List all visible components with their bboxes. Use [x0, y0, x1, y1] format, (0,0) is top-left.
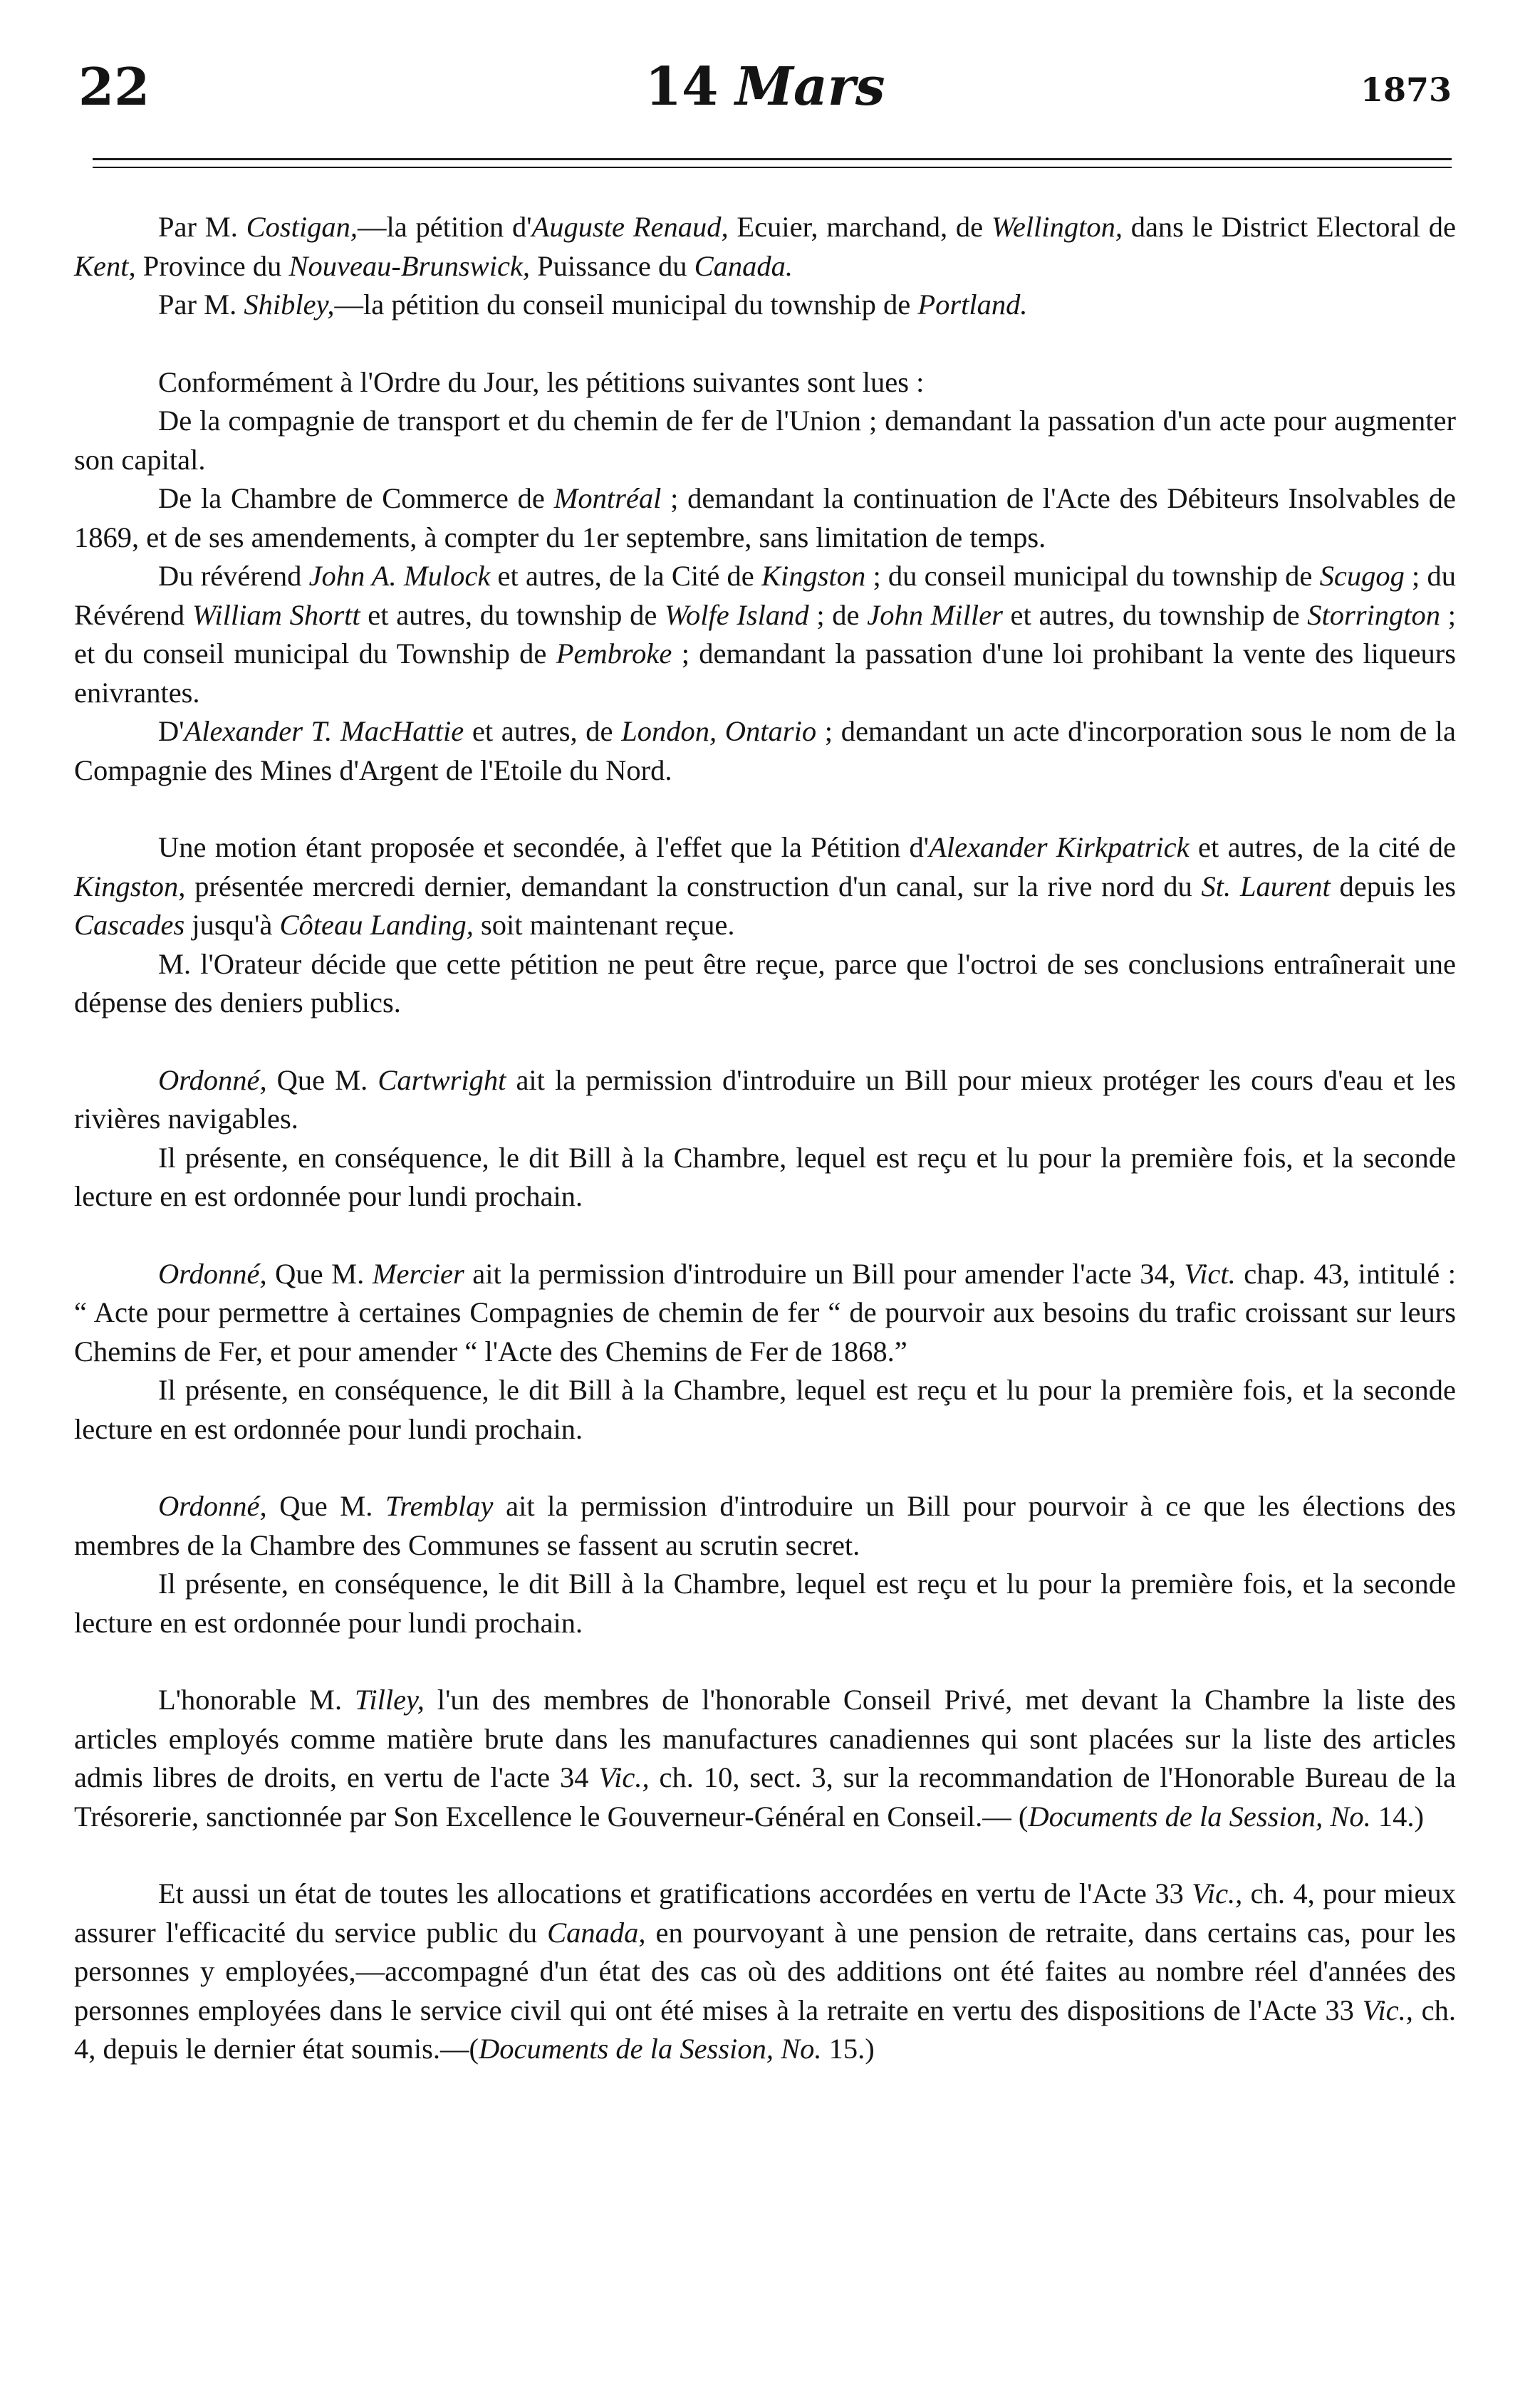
text-run: Que M. [266, 1257, 373, 1290]
italic-run: Ordonné, [158, 1063, 267, 1096]
italic-run: Ordonné, [158, 1257, 267, 1290]
text-run: soit maintenant reçue. [473, 909, 735, 941]
italic-run: London, Ontario [621, 715, 817, 747]
text-run: présentée mercredi dernier, demandant la construction d'un canal, sur la rive nord du [185, 870, 1202, 902]
text-run: et autres, de [464, 715, 622, 747]
italic-run: St. Laurent [1201, 870, 1331, 902]
text-run: ch. 4, pour mieux assurer l'efficacité du service public du [74, 1877, 1456, 1949]
running-header [78, 51, 1452, 123]
paragraph [74, 1371, 1456, 1449]
italic-run: Alexander T. MacHattie [184, 715, 464, 747]
text-run: et autres, du township de [360, 598, 665, 631]
date-day: 14 [645, 56, 719, 118]
paragraph [74, 402, 1456, 479]
journal-text [74, 208, 1456, 2069]
paragraph [74, 1255, 1456, 1372]
text-run: ch. 10, sect. 3, sur la recommandation de l'Honorable Bureau de la Trésorerie, sanctionnée par Son Excellence le Gouverneur-Général en Conseil.— ( [74, 1761, 1457, 1833]
paragraph [74, 557, 1456, 712]
text-run: M. l'Orateur décide que cette pétition ne peut être reçue, parce que l'octroi de ses conclusions entraînerait une dépense des deniers publics. [74, 947, 1456, 1018]
text-run: Par M. [158, 211, 246, 243]
text-run: —la pétition d' [358, 211, 532, 243]
text-run: ch. 4, depuis le dernier état soumis.—( [74, 1993, 1457, 2065]
italic-run: Documents de la Session, No. [1028, 1800, 1371, 1833]
text-run: ; demandant la passation d'une loi prohibant la vente des liqueurs enivrantes. [74, 637, 1457, 709]
italic-run: Montréal [553, 482, 662, 514]
text-run: Une motion étant proposée et secondée, à l'effet que la Pétition d' [158, 831, 930, 863]
header-double-rule [93, 158, 1452, 168]
italic-run: Mercier [372, 1257, 464, 1290]
text-run: ; demandant la continuation de l'Acte des Débiteurs Insolvables de 1869, et de ses amendements, à compter du 1er septembre, sans limitation de temps. [74, 482, 1456, 553]
italic-run: Cartwright [378, 1063, 506, 1096]
text-run: Conformément à l'Ordre du Jour, les pétitions suivantes sont lues : [158, 365, 925, 398]
italic-run: Shibley, [244, 288, 335, 320]
text-run: ait la permission d'introduire un Bill pour amender l'acte 34, [464, 1257, 1185, 1290]
text-run: —la pétition du conseil municipal du township de [334, 288, 918, 320]
italic-run: Vict. [1184, 1257, 1236, 1290]
paragraph [74, 1565, 1456, 1642]
paragraph [74, 828, 1456, 945]
text-run: ait la permission d'introduire un Bill pour pourvoir à ce que les élections des membres de la Chambre des Communes se fassent au scrutin secret. [74, 1490, 1456, 1561]
year: 1873 [1360, 71, 1452, 109]
paragraph [74, 1681, 1456, 1836]
text-run: Puissance du [530, 249, 694, 282]
italic-run: Kent, [74, 249, 136, 282]
text-run: ; du Révérend [74, 560, 1456, 631]
text-run: ; du conseil municipal du township de [865, 560, 1320, 592]
text-run: ; de [808, 598, 868, 631]
paragraph [74, 945, 1456, 1023]
text-run: De la Chambre de Commerce de [158, 482, 554, 514]
text-run: D' [158, 715, 184, 747]
text-run: depuis les [1330, 870, 1456, 902]
text-run: et autres, de la cité de [1189, 831, 1456, 863]
italic-run: Alexander Kirkpatrick [929, 831, 1190, 863]
text-run: ait la permission d'introduire un Bill pour mieux protéger les cours d'eau et les rivières navigables. [74, 1063, 1456, 1135]
text-run: chap. 43, intitulé : “ Acte pour permettre à certaines Compagnies de chemin de fer “ de pourvoir aux besoins du trafic croissant sur leurs Chemins de Fer, et pour amender “ l'Acte des Chemins de Fer de 1868.” [74, 1257, 1456, 1367]
paragraph [74, 208, 1456, 286]
text-run: l'un des membres de l'honorable Conseil Privé, met devant la Chambre la liste des articles employés comme matière brute dans les manufactures canadiennes qui sont placées sur la liste des articles admis libres de droits, en vertu de l'acte 34 [74, 1684, 1456, 1793]
italic-run: Vic., [1192, 1877, 1243, 1909]
text-run: Par M. [158, 288, 244, 320]
italic-run: Tremblay [385, 1490, 494, 1522]
italic-run: Costigan, [246, 211, 358, 243]
italic-run: Auguste Renaud, [531, 211, 729, 243]
italic-run: John A. Mulock [308, 560, 491, 592]
italic-run: Vic., [598, 1761, 650, 1793]
italic-run: Wellington, [991, 211, 1123, 243]
text-run: jusqu'à [184, 909, 280, 941]
paragraph [74, 1139, 1456, 1216]
text-run: 14.) [1370, 1800, 1425, 1833]
text-run: Et aussi un état de toutes les allocations et gratifications accordées en vertu de l'Acte 33 [158, 1877, 1192, 1909]
text-run: et autres, du township de [1002, 598, 1308, 631]
paragraph [74, 1487, 1456, 1565]
text-run: Ecuier, marchand, de [728, 211, 992, 243]
text-run: Que M. [266, 1063, 378, 1096]
italic-run: Vic., [1362, 1993, 1413, 2026]
italic-run: Cascades [74, 909, 185, 941]
text-run: ; demandant un acte d'incorporation sous le nom de la Compagnie des Mines d'Argent de l'Etoile du Nord. [74, 715, 1456, 786]
italic-run: Wolfe Island [665, 598, 809, 631]
text-run: Du révérend [158, 560, 309, 592]
text-run: Que M. [266, 1490, 386, 1522]
paragraph [74, 1875, 1456, 2069]
paragraph [74, 479, 1456, 557]
italic-run: Canada, [547, 1916, 646, 1949]
paragraph [74, 1061, 1456, 1139]
page-date-heading [78, 51, 1452, 123]
paragraph [74, 286, 1456, 325]
text-run: ; et du conseil municipal du Township de [74, 598, 1456, 669]
text-run: L'honorable M. [158, 1684, 355, 1716]
page-number: 22 [78, 56, 150, 117]
italic-run: Pembroke [556, 637, 672, 669]
text-run: De la compagnie de transport et du chemin de fer de l'Union ; demandant la passation d'un acte pour augmenter son capital. [74, 405, 1456, 476]
italic-run: Côteau Landing, [279, 909, 474, 941]
paragraph [74, 712, 1456, 790]
italic-run: Canada. [694, 249, 793, 282]
paragraph [74, 363, 1456, 402]
italic-run: Tilley, [355, 1684, 425, 1716]
italic-run: William Shortt [192, 598, 360, 631]
italic-run: Kingston [761, 560, 866, 592]
text-run: Il présente, en conséquence, le dit Bill à la Chambre, lequel est reçu et lu pour la première fois, et la seconde lecture en est ordonnée pour lundi prochain. [74, 1141, 1456, 1212]
text-run: et autres, de la Cité de [490, 560, 761, 592]
italic-run: John Miller [867, 598, 1003, 631]
italic-run: Nouveau-Brunswick, [288, 249, 531, 282]
text-run: dans le District Electoral de [1122, 211, 1457, 243]
date-month: Mars [735, 56, 885, 118]
italic-run: Scugog [1319, 560, 1405, 592]
text-run: en pourvoyant à une pension de retraite, dans certains cas, pour les personnes y employées,—accompagné d'un état des cas où des additions ont été faites au nombre réel d'années des personnes employées dans le service civil qui ont été mises à la retraite en vertu des dispositions de l'Acte 33 [74, 1916, 1456, 2026]
italic-run: Documents de la Session, No. [479, 2033, 822, 2065]
italic-run: Portland. [917, 288, 1028, 320]
text-run: 15.) [821, 2033, 875, 2065]
text-run: Il présente, en conséquence, le dit Bill à la Chambre, lequel est reçu et lu pour la première fois, et la seconde lecture en est ordonnée pour lundi prochain. [74, 1568, 1456, 1639]
text-run: Province du [135, 249, 289, 282]
italic-run: Ordonné, [158, 1490, 267, 1522]
italic-run: Kingston, [74, 870, 186, 902]
italic-run: Storrington [1307, 598, 1441, 631]
text-run: Il présente, en conséquence, le dit Bill à la Chambre, lequel est reçu et lu pour la première fois, et la seconde lecture en est ordonnée pour lundi prochain. [74, 1374, 1456, 1445]
